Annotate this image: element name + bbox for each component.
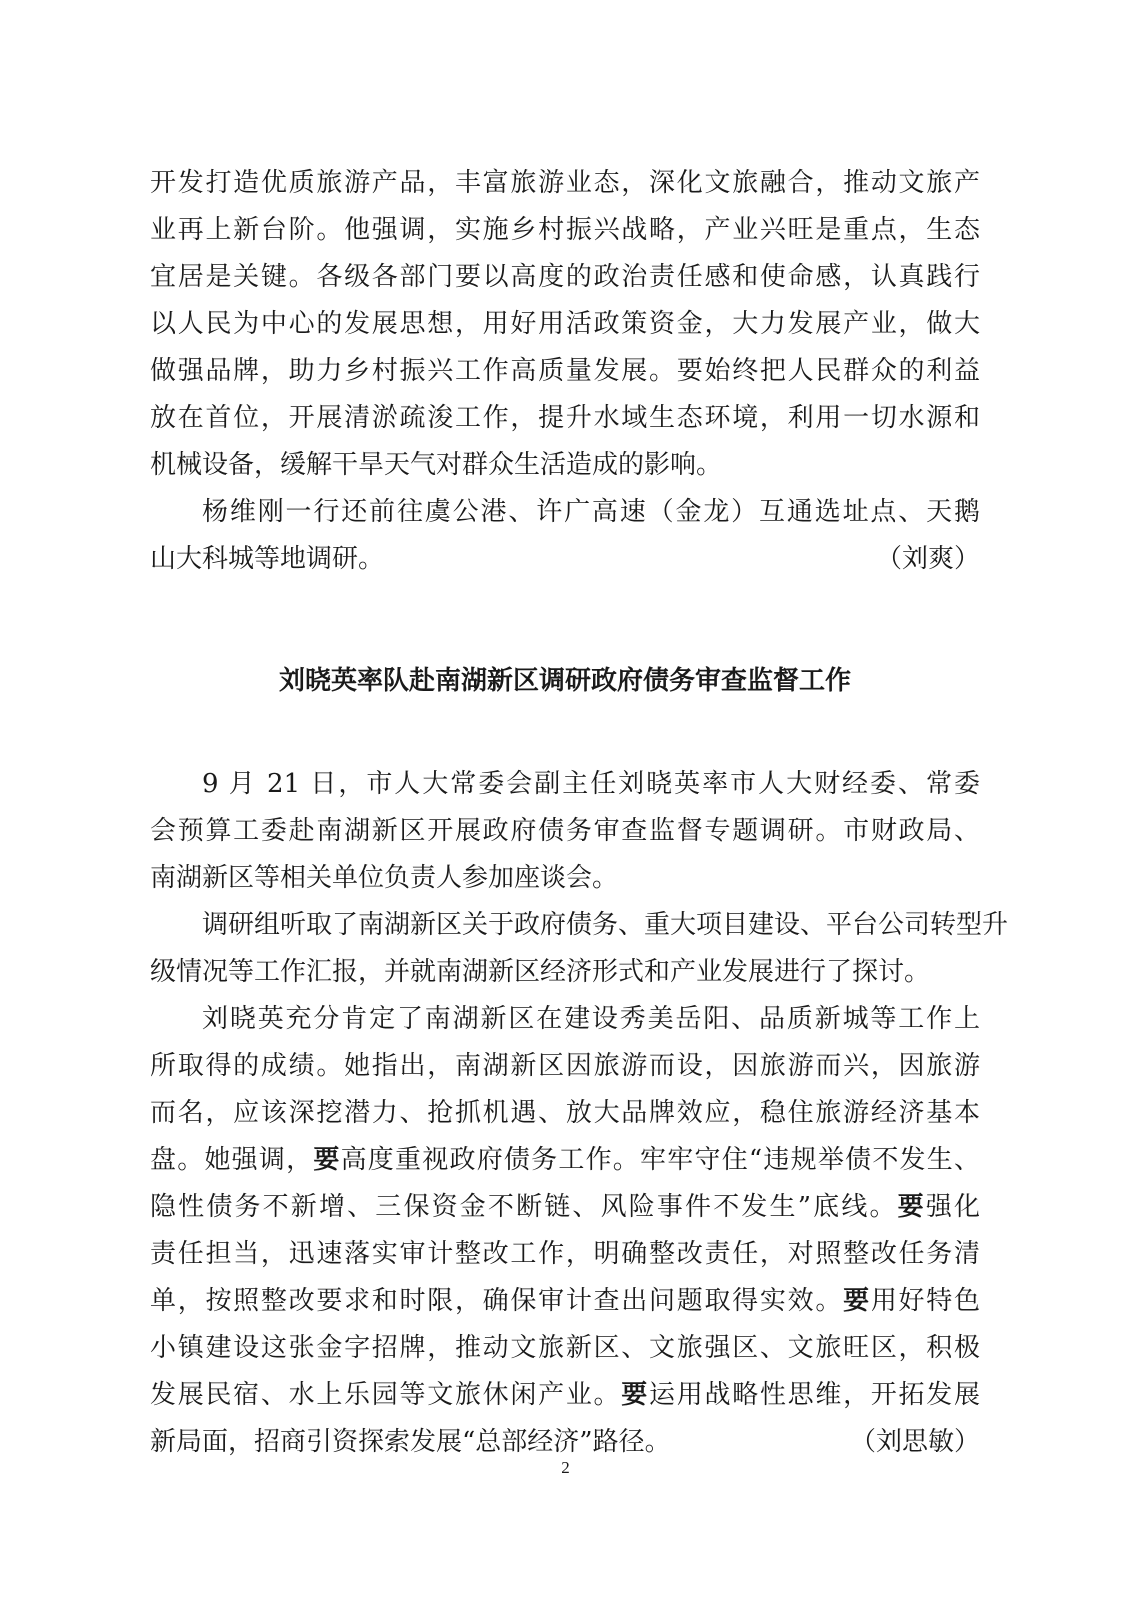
article2-p3-line-2: 所取得的成绩。她指出，南湖新区因旅游而设，因旅游而兴，因旅游 <box>150 1051 980 1081</box>
article2-p3-line-7 <box>150 1278 980 1325</box>
article2-paragraph2 <box>150 902 1009 996</box>
article2-p3-line-5-c: 强化 <box>925 1192 980 1222</box>
article2-author: （刘思敏） <box>849 1427 980 1457</box>
article2-paragraph1 <box>150 761 980 902</box>
article2-p3-line-9-yao: 要 <box>621 1380 650 1410</box>
article2-p1-line-3: 南湖新区等相关单位负责人参加座谈会。 <box>150 863 619 893</box>
article1-paragraph2 <box>150 489 980 583</box>
article2-p3-line-9-a: 发展民宿、水上乐园等文旅休闲产业。 <box>150 1380 622 1410</box>
article2-p3-line-4-c: 高度重视政府债务工作。牢牢守住“违规举债不发生、 <box>340 1145 980 1175</box>
article1-paragraph1 <box>150 160 980 489</box>
article2-p3-line-7-c: 用好特色 <box>870 1286 980 1316</box>
article1-author: （刘爽） <box>875 544 980 574</box>
article2-p3-line-7-yao: 要 <box>843 1286 871 1316</box>
article2-p1-line-2: 会预算工委赴南湖新区开展政府债务审查监督专题调研。市财政局、 <box>150 816 980 846</box>
article2-p1-line-1: 9 月 21 日，市人大常委会副主任刘晓英率市人大财经委、常委 <box>202 769 980 799</box>
article2-p3-line-4-a: 盘。她强调， <box>150 1145 314 1175</box>
article2-p3-line-4-yao: 要 <box>313 1145 341 1175</box>
article2-p2-line-2: 级情况等工作汇报，并就南湖新区经济形式和产业发展进行了探讨。 <box>150 957 931 987</box>
article1-line-2: 业再上新台阶。他强调，实施乡村振兴战略，产业兴旺是重点，生态 <box>150 215 980 245</box>
article1-line-7: 机械设备，缓解干旱天气对群众生活造成的影响。 <box>150 450 723 480</box>
article1-line-1: 开发打造优质旅游产品，丰富旅游业态，深化文旅融合，推动文旅产 <box>150 168 980 198</box>
article2-p3-line-5-yao: 要 <box>897 1192 926 1222</box>
article1-line-3: 宜居是关键。各级各部门要以高度的政治责任感和使命感，认真践行 <box>150 262 980 292</box>
article2-p3-line-9 <box>150 1372 980 1419</box>
article2-p3-line-5-a: 隐性债务不新增、三保资金不断链、风险事件不发生”底线。 <box>150 1192 898 1222</box>
article2-p3-line-10-text: 新局面，招商引资探索发展“总部经济”路径。 <box>150 1427 671 1457</box>
article2-p3-line-8: 小镇建设这张金字招牌，推动文旅新区、文旅强区、文旅旺区，积极 <box>150 1333 980 1363</box>
article2-p3-line-4 <box>150 1137 980 1184</box>
article2-paragraph3 <box>150 996 980 1466</box>
article1-p2-line-2 <box>150 536 980 583</box>
article1-line-5: 做强品牌，助力乡村振兴工作高质量发展。要始终把人民群众的利益 <box>150 356 980 386</box>
page-number: 2 <box>561 1458 570 1477</box>
article2-p3-line-1: 刘晓英充分肯定了南湖新区在建设秀美岳阳、品质新城等工作上 <box>202 1004 980 1034</box>
article2-title: 刘晓英率队赴南湖新区调研政府债务审查监督工作 <box>278 666 851 696</box>
article2-p3-line-3: 而名，应该深挖潜力、抢抓机遇、放大品牌效应，稳住旅游经济基本 <box>150 1098 980 1128</box>
article2-p3-line-7-a: 单，按照整改要求和时限，确保审计查出问题取得实效。 <box>150 1286 844 1316</box>
article2-p3-line-9-c: 运用战略性思维，开拓发展 <box>649 1380 980 1410</box>
article1-p2-line-2-text: 山大科城等地调研。 <box>150 544 385 574</box>
article2-p2-line-1: 调研组听取了南湖新区关于政府债务、重大项目建设、平台公司转型升 <box>202 910 1009 940</box>
article1-line-4: 以人民为中心的发展思想，用好用活政策资金，大力发展产业，做大 <box>150 309 980 339</box>
article2-p3-line-6: 责任担当，迅速落实审计整改工作，明确整改责任，对照整改任务清 <box>150 1239 980 1269</box>
document-page <box>150 160 1009 1466</box>
article2-p3-line-5 <box>150 1184 980 1231</box>
article1-p2-line-1: 杨维刚一行还前往虞公港、许广高速（金龙）互通选址点、天鹅 <box>202 497 980 527</box>
article1-line-6: 放在首位，开展清淤疏浚工作，提升水域生态环境，利用一切水源和 <box>150 403 980 433</box>
